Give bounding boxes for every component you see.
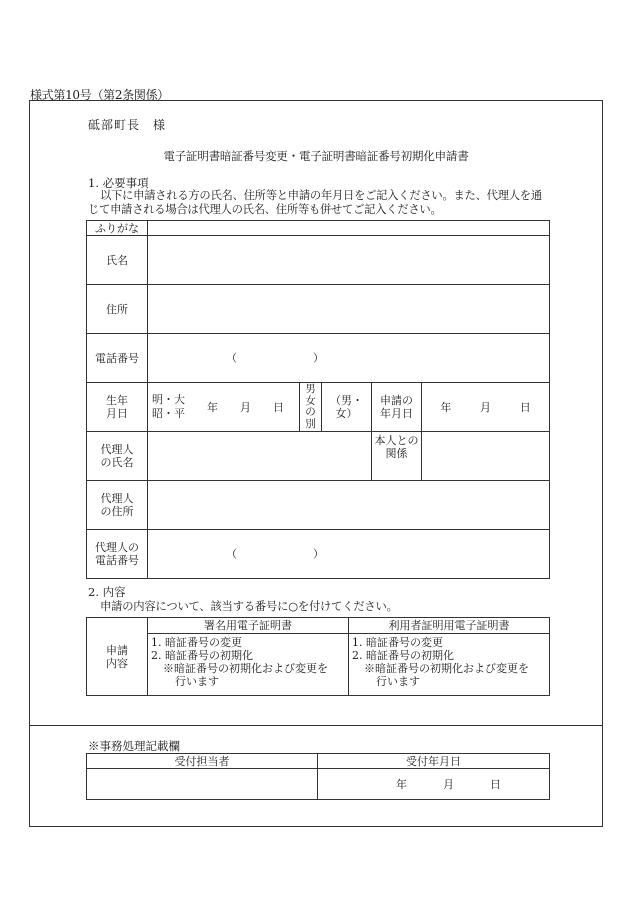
section2-heading: 2. 内容	[88, 585, 126, 599]
furigana-field[interactable]	[148, 221, 550, 236]
proxy-phone-paren-open: （	[226, 547, 237, 561]
receipt-date-header: 受付年月日	[318, 754, 550, 769]
app-year-unit: 年	[440, 400, 452, 414]
addressee: 砥部町長 様	[88, 118, 167, 132]
relationship-field[interactable]	[422, 432, 550, 481]
page-title: 電子証明書暗証番号変更・電子証明書暗証番号初期化申請書	[163, 149, 469, 163]
era-options: 明・大 昭・平	[152, 393, 185, 420]
user-option-reset[interactable]: 2. 暗証番号の初期化	[352, 649, 454, 662]
office-use-table	[86, 753, 550, 800]
sex-options[interactable]: （男・女）	[322, 383, 372, 432]
app-day-unit: 日	[519, 400, 531, 414]
proxy-name-label: 代理人 の氏名	[87, 432, 148, 481]
user-cert-options	[349, 634, 550, 696]
user-cert-header: 利用者証明用電子証明書	[349, 618, 550, 634]
proxy-address-field[interactable]	[148, 481, 550, 530]
phone-paren-open: （	[226, 351, 237, 365]
signature-cert-header: 署名用電子証明書	[148, 618, 349, 634]
phone-field[interactable]	[148, 334, 550, 383]
receipt-month-unit: 月	[443, 777, 454, 791]
content-table	[86, 617, 550, 696]
receiver-field[interactable]	[87, 769, 318, 800]
receiver-header: 受付担当者	[87, 754, 318, 769]
birth-month-unit: 月	[240, 400, 251, 414]
name-label: 氏名	[87, 236, 148, 285]
application-date-label: 申請の 年月日	[372, 383, 422, 432]
birthdate-field[interactable]	[148, 383, 300, 432]
birthdate-label: 生年 月日	[87, 383, 148, 432]
birth-year-unit: 年	[207, 400, 218, 414]
proxy-address-label: 代理人 の住所	[87, 481, 148, 530]
application-date-field[interactable]	[422, 383, 550, 432]
office-use-heading: ※事務処理記載欄	[88, 739, 180, 753]
user-note-cont: 行います	[376, 675, 420, 688]
app-month-unit: 月	[480, 400, 492, 414]
section2-instructions: 申請の内容について、該当する番号に○を付けてください。	[100, 600, 398, 613]
proxy-phone-label: 代理人の 電話番号	[87, 530, 148, 579]
proxy-name-field[interactable]	[148, 432, 372, 481]
signature-note-cont: 行います	[175, 675, 219, 688]
signature-option-change[interactable]: 1. 暗証番号の変更	[151, 636, 242, 649]
phone-label: 電話番号	[87, 334, 148, 383]
signature-cert-options	[148, 634, 349, 696]
signature-note: ※暗証番号の初期化および変更を	[163, 662, 328, 675]
signature-option-reset[interactable]: 2. 暗証番号の初期化	[151, 649, 253, 662]
name-field[interactable]	[148, 236, 550, 285]
phone-paren-close: ）	[313, 351, 324, 365]
section1-heading: 1. 必要事項	[88, 176, 149, 190]
proxy-phone-field[interactable]	[148, 530, 550, 579]
birth-day-unit: 日	[273, 400, 284, 414]
content-row-label: 申請 内容	[87, 618, 148, 696]
receipt-date-field[interactable]	[318, 769, 550, 800]
user-note: ※暗証番号の初期化および変更を	[364, 662, 529, 675]
section1-instructions: 以下に申請される方の氏名、住所等と申請の年月日をご記入ください。また、代理人を通じて申請される場合は代理人の氏名、住所等も併せてご記入ください。	[88, 189, 542, 216]
proxy-phone-paren-close: ）	[313, 547, 324, 561]
receipt-day-unit: 日	[490, 777, 501, 791]
address-label: 住所	[87, 285, 148, 334]
address-field[interactable]	[148, 285, 550, 334]
user-option-change[interactable]: 1. 暗証番号の変更	[352, 636, 443, 649]
sex-label: 男 女 の 別	[300, 383, 322, 432]
applicant-table	[86, 220, 550, 579]
form-frame	[29, 100, 603, 827]
relationship-label: 本人との 関係	[372, 432, 422, 481]
furigana-label: ふりがな	[87, 221, 148, 236]
section-divider	[30, 725, 602, 726]
form-number: 様式第10号（第2条関係）	[30, 88, 170, 102]
receipt-year-unit: 年	[396, 777, 407, 791]
